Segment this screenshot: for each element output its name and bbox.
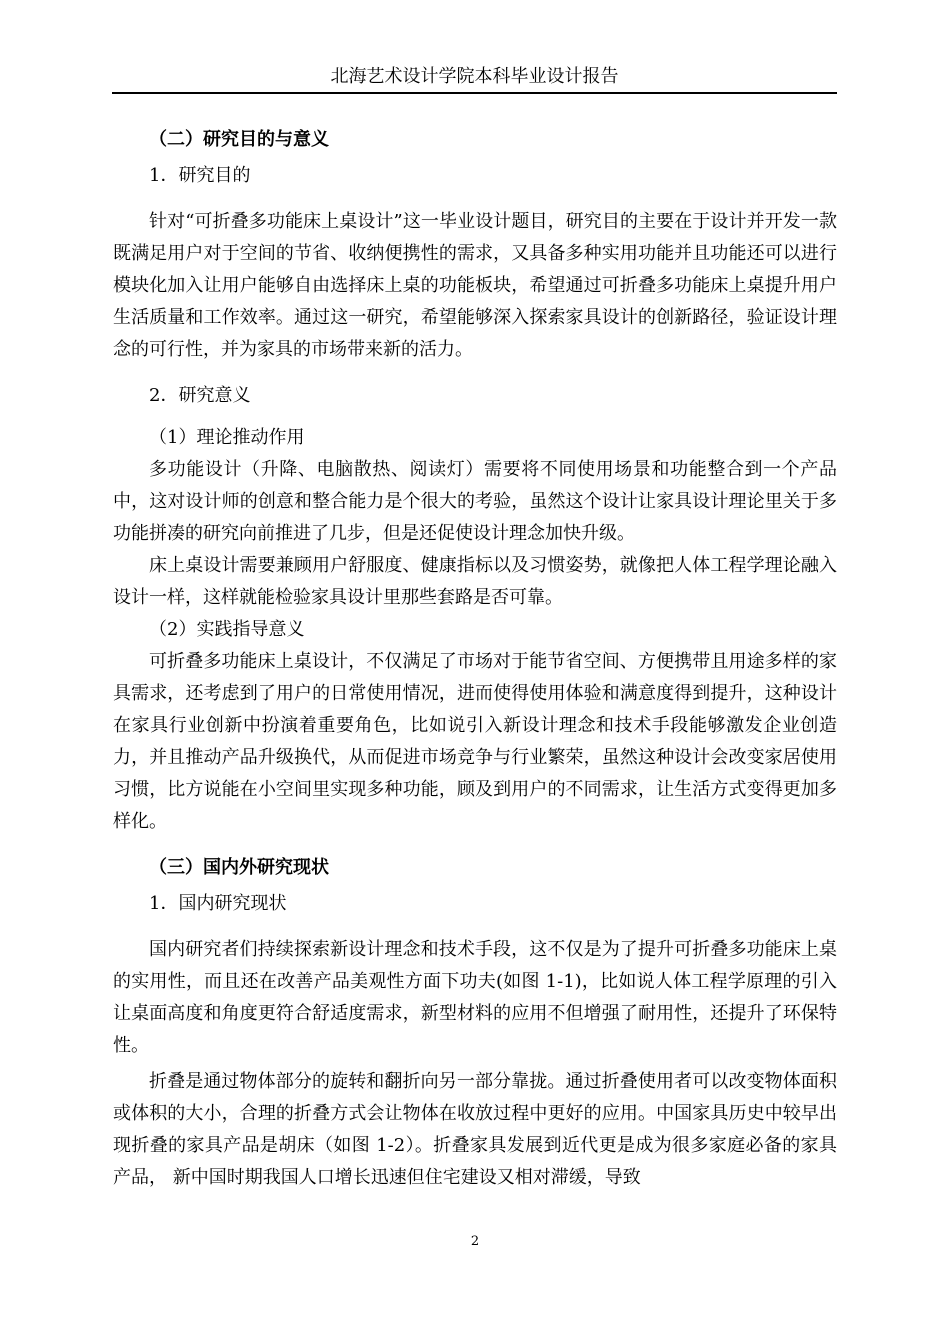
- paragraph-theoretical-role-1: 多功能设计（升降、电脑散热、阅读灯）需要将不同使用场景和功能整合到一个产品中，这对设计师的创意和整合能力是个很大的考验，虽然这个设计让家具设计理论里关于多功能拼凑的研究向前推进了几步，但是还促使设计理念加快升级。: [113, 459, 837, 544]
- page-number: 2: [470, 1234, 480, 1249]
- section-heading-research-purpose-significance: （二）研究目的与意义: [149, 129, 329, 150]
- subheading-research-purpose: 1．研究目的: [149, 165, 251, 186]
- subheading-practical-guidance: （2）实践指导意义: [149, 619, 305, 640]
- subheading-research-significance: 2．研究意义: [149, 385, 251, 406]
- body-text: [113, 124, 837, 1194]
- paragraph-theoretical-role-2: 床上桌设计需要兼顾用户舒服度、健康指标以及习惯姿势，就像把人体工程学理论融入设计一样，这样就能检验家具设计里那些套路是否可靠。: [113, 555, 837, 608]
- paragraph-research-purpose: 针对“可折叠多功能床上桌设计”这一毕业设计题目，研究目的主要在于设计并开发一款既满足用户对于空间的节省、收纳便携性的需求，又具备多种实用功能并且功能还可以进行模块化加入让用户能够自由选择床上桌的功能板块，希望通过可折叠多功能床上桌提升用户生活质量和工作效率。通过这一研究，希望能够深入探索家具设计的创新路径，验证设计理念的可行性，并为家具的市场带来新的活力。: [113, 211, 837, 360]
- subheading-theoretical-role: （1）理论推动作用: [149, 427, 305, 448]
- subheading-domestic-research: 1．国内研究现状: [149, 893, 287, 914]
- section-heading-research-status: （三）国内外研究现状: [149, 857, 329, 878]
- paragraph-practical-guidance: 可折叠多功能床上桌设计，不仅满足了市场对于能节省空间、方便携带且用途多样的家具需求，还考虑到了用户的日常使用情况，进而使得使用体验和满意度得到提升，这种设计在家具行业创新中扮演着重要角色，比如说引入新设计理念和技术手段能够激发企业创造力，并且推动产品升级换代，从而促进市场竞争与行业繁荣，虽然这种设计会改变家居使用习惯，比方说能在小空间里实现多种功能，顾及到用户的不同需求，让生活方式变得更加多样化。: [113, 651, 837, 832]
- paragraph-domestic-research-2: 折叠是通过物体部分的旋转和翻折向另一部分靠拢。通过折叠使用者可以改变物体面积或体积的大小，合理的折叠方式会让物体在收放过程中更好的应用。中国家具历史中较早出现折叠的家具产品是胡床（如图 1-2）。折叠家具发展到近代更是成为很多家庭必备的家具产品， 新中国时期我国人口增长迅速但住宅建设又相对滞缓，导致: [113, 1071, 837, 1188]
- header-title: 北海艺术设计学院本科毕业设计报告: [330, 66, 619, 87]
- page-header: [112, 62, 837, 94]
- paragraph-domestic-research-1: 国内研究者们持续探索新设计理念和技术手段，这不仅是为了提升可折叠多功能床上桌的实用性，而且还在改善产品美观性方面下功夫(如图 1-1)，比如说人体工程学原理的引入让桌面高度和角度更符合舒适度需求，新型材料的应用不但增强了耐用性，还提升了环保特性。: [113, 939, 837, 1056]
